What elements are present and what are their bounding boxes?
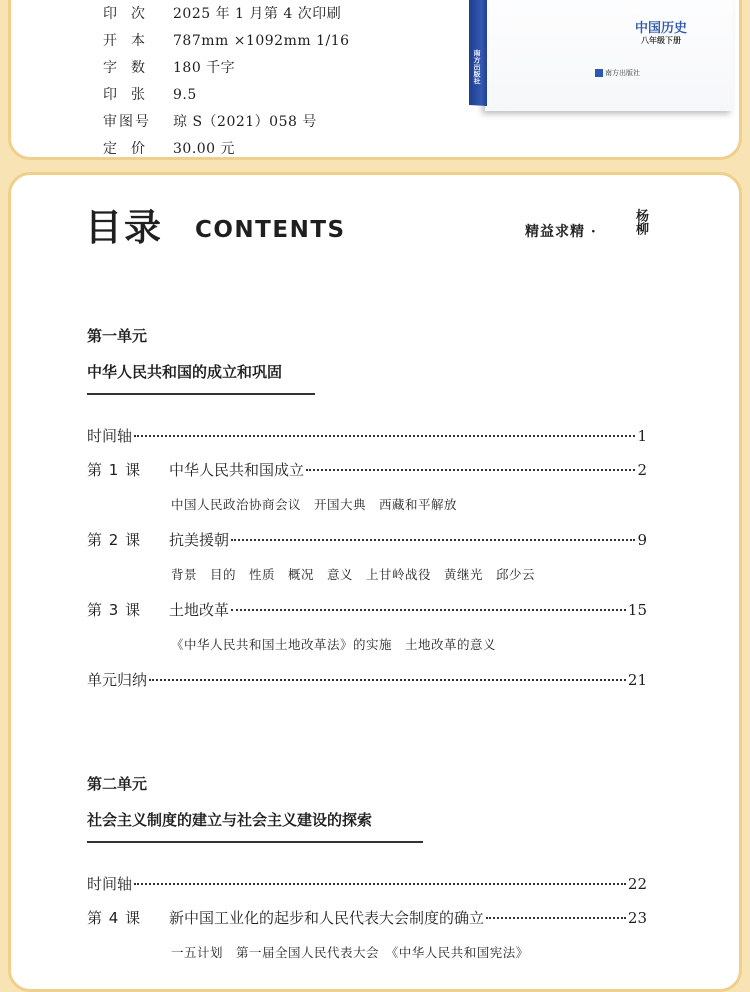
info-value: 787mm ×1092mm 1/16 — [173, 33, 350, 49]
toc-title: 目录 — [85, 206, 163, 249]
info-row-sheets — [103, 84, 197, 104]
entry-lesson-number: 第 3 课 — [87, 601, 142, 619]
unit-divider — [87, 393, 315, 395]
motto-author: 杨柳 — [633, 209, 648, 235]
entry-page: 21 — [627, 671, 647, 689]
info-label: 定价 — [103, 141, 159, 157]
toc-entry[interactable] — [87, 599, 647, 621]
info-label: 印次 — [103, 6, 159, 22]
spine-publisher: 南方出版社 — [473, 49, 482, 85]
motto: 精益求精 · — [525, 224, 597, 240]
info-row-word-count — [103, 57, 235, 77]
info-row-format — [103, 30, 350, 50]
table-of-contents-panel — [8, 172, 742, 992]
toc-entry[interactable] — [87, 459, 647, 481]
toc-entry[interactable] — [87, 425, 647, 447]
info-label: 开本 — [103, 33, 159, 49]
info-value: 2025 年 1 月第 4 次印刷 — [173, 6, 342, 22]
unit-title: 中华人民共和国的成立和巩固 — [87, 363, 283, 381]
toc-entry[interactable] — [87, 669, 647, 691]
entry-page: 1 — [637, 427, 647, 445]
toc-entry[interactable] — [87, 907, 647, 929]
info-label: 审图号 — [103, 114, 151, 130]
unit-label: 第二单元 — [87, 775, 148, 793]
info-row-price — [103, 138, 235, 158]
info-value: 180 千字 — [173, 60, 236, 76]
dot-leader — [134, 883, 626, 885]
info-label: 字数 — [103, 60, 159, 76]
entry-page: 15 — [627, 601, 647, 619]
entry-page: 2 — [637, 461, 647, 479]
info-value: 琼 S（2021）058 号 — [173, 114, 317, 130]
entry-title: 抗美援朝 — [169, 531, 230, 549]
entry-title: 新中国工业化的起步和人民代表大会制度的确立 — [169, 909, 485, 927]
unit-title: 社会主义制度的建立与社会主义建设的探索 — [87, 811, 373, 829]
info-row-map-approval — [103, 111, 317, 131]
cover-subtitle: 八年级下册 — [641, 36, 681, 45]
entry-subtopics: 背景 目的 性质 概况 意义 上甘岭战役 黄继光 邱少云 — [171, 567, 536, 582]
entry-subtopics: 《中华人民共和国土地改革法》的实施 土地改革的意义 — [171, 637, 497, 652]
entry-page: 22 — [627, 875, 647, 893]
unit-label: 第一单元 — [87, 327, 148, 345]
publisher-logo-icon — [595, 69, 603, 77]
dot-leader — [306, 469, 635, 471]
toc-title-english: CONTENTS — [195, 217, 346, 243]
info-value: 30.00 元 — [173, 141, 236, 157]
dot-leader — [231, 609, 626, 611]
publication-info-panel — [8, 0, 742, 160]
entry-lesson-number: 第 2 课 — [87, 531, 142, 549]
entry-lesson-number: 第 4 课 — [87, 909, 142, 927]
cover-publisher: 南方出版社 — [605, 69, 640, 77]
info-row-print-run — [103, 3, 341, 23]
entry-title: 中华人民共和国成立 — [169, 461, 305, 479]
dot-leader — [149, 679, 626, 681]
toc-entry[interactable] — [87, 873, 647, 895]
entry-subtopics: 一五计划 第一届全国人民代表大会 《中华人民共和国宪法》 — [171, 945, 529, 960]
dot-leader — [231, 539, 635, 541]
entry-title: 单元归纳 — [87, 671, 148, 689]
entry-title: 土地改革 — [169, 601, 230, 619]
entry-title: 时间轴 — [87, 875, 133, 893]
entry-title: 时间轴 — [87, 427, 133, 445]
toc-entry[interactable] — [87, 529, 647, 551]
entry-page: 9 — [637, 531, 647, 549]
book-cover-image — [485, 0, 733, 111]
entry-subtopics: 中国人民政治协商会议 开国大典 西藏和平解放 — [171, 497, 458, 512]
dot-leader — [486, 917, 626, 919]
dot-leader — [134, 435, 635, 437]
info-value: 9.5 — [173, 87, 197, 103]
unit-divider — [87, 841, 423, 843]
book-cover-spine — [469, 0, 487, 106]
entry-page: 23 — [627, 909, 647, 927]
entry-lesson-number: 第 1 课 — [87, 461, 142, 479]
info-label: 印张 — [103, 87, 159, 103]
cover-title: 中国历史 — [635, 21, 688, 36]
